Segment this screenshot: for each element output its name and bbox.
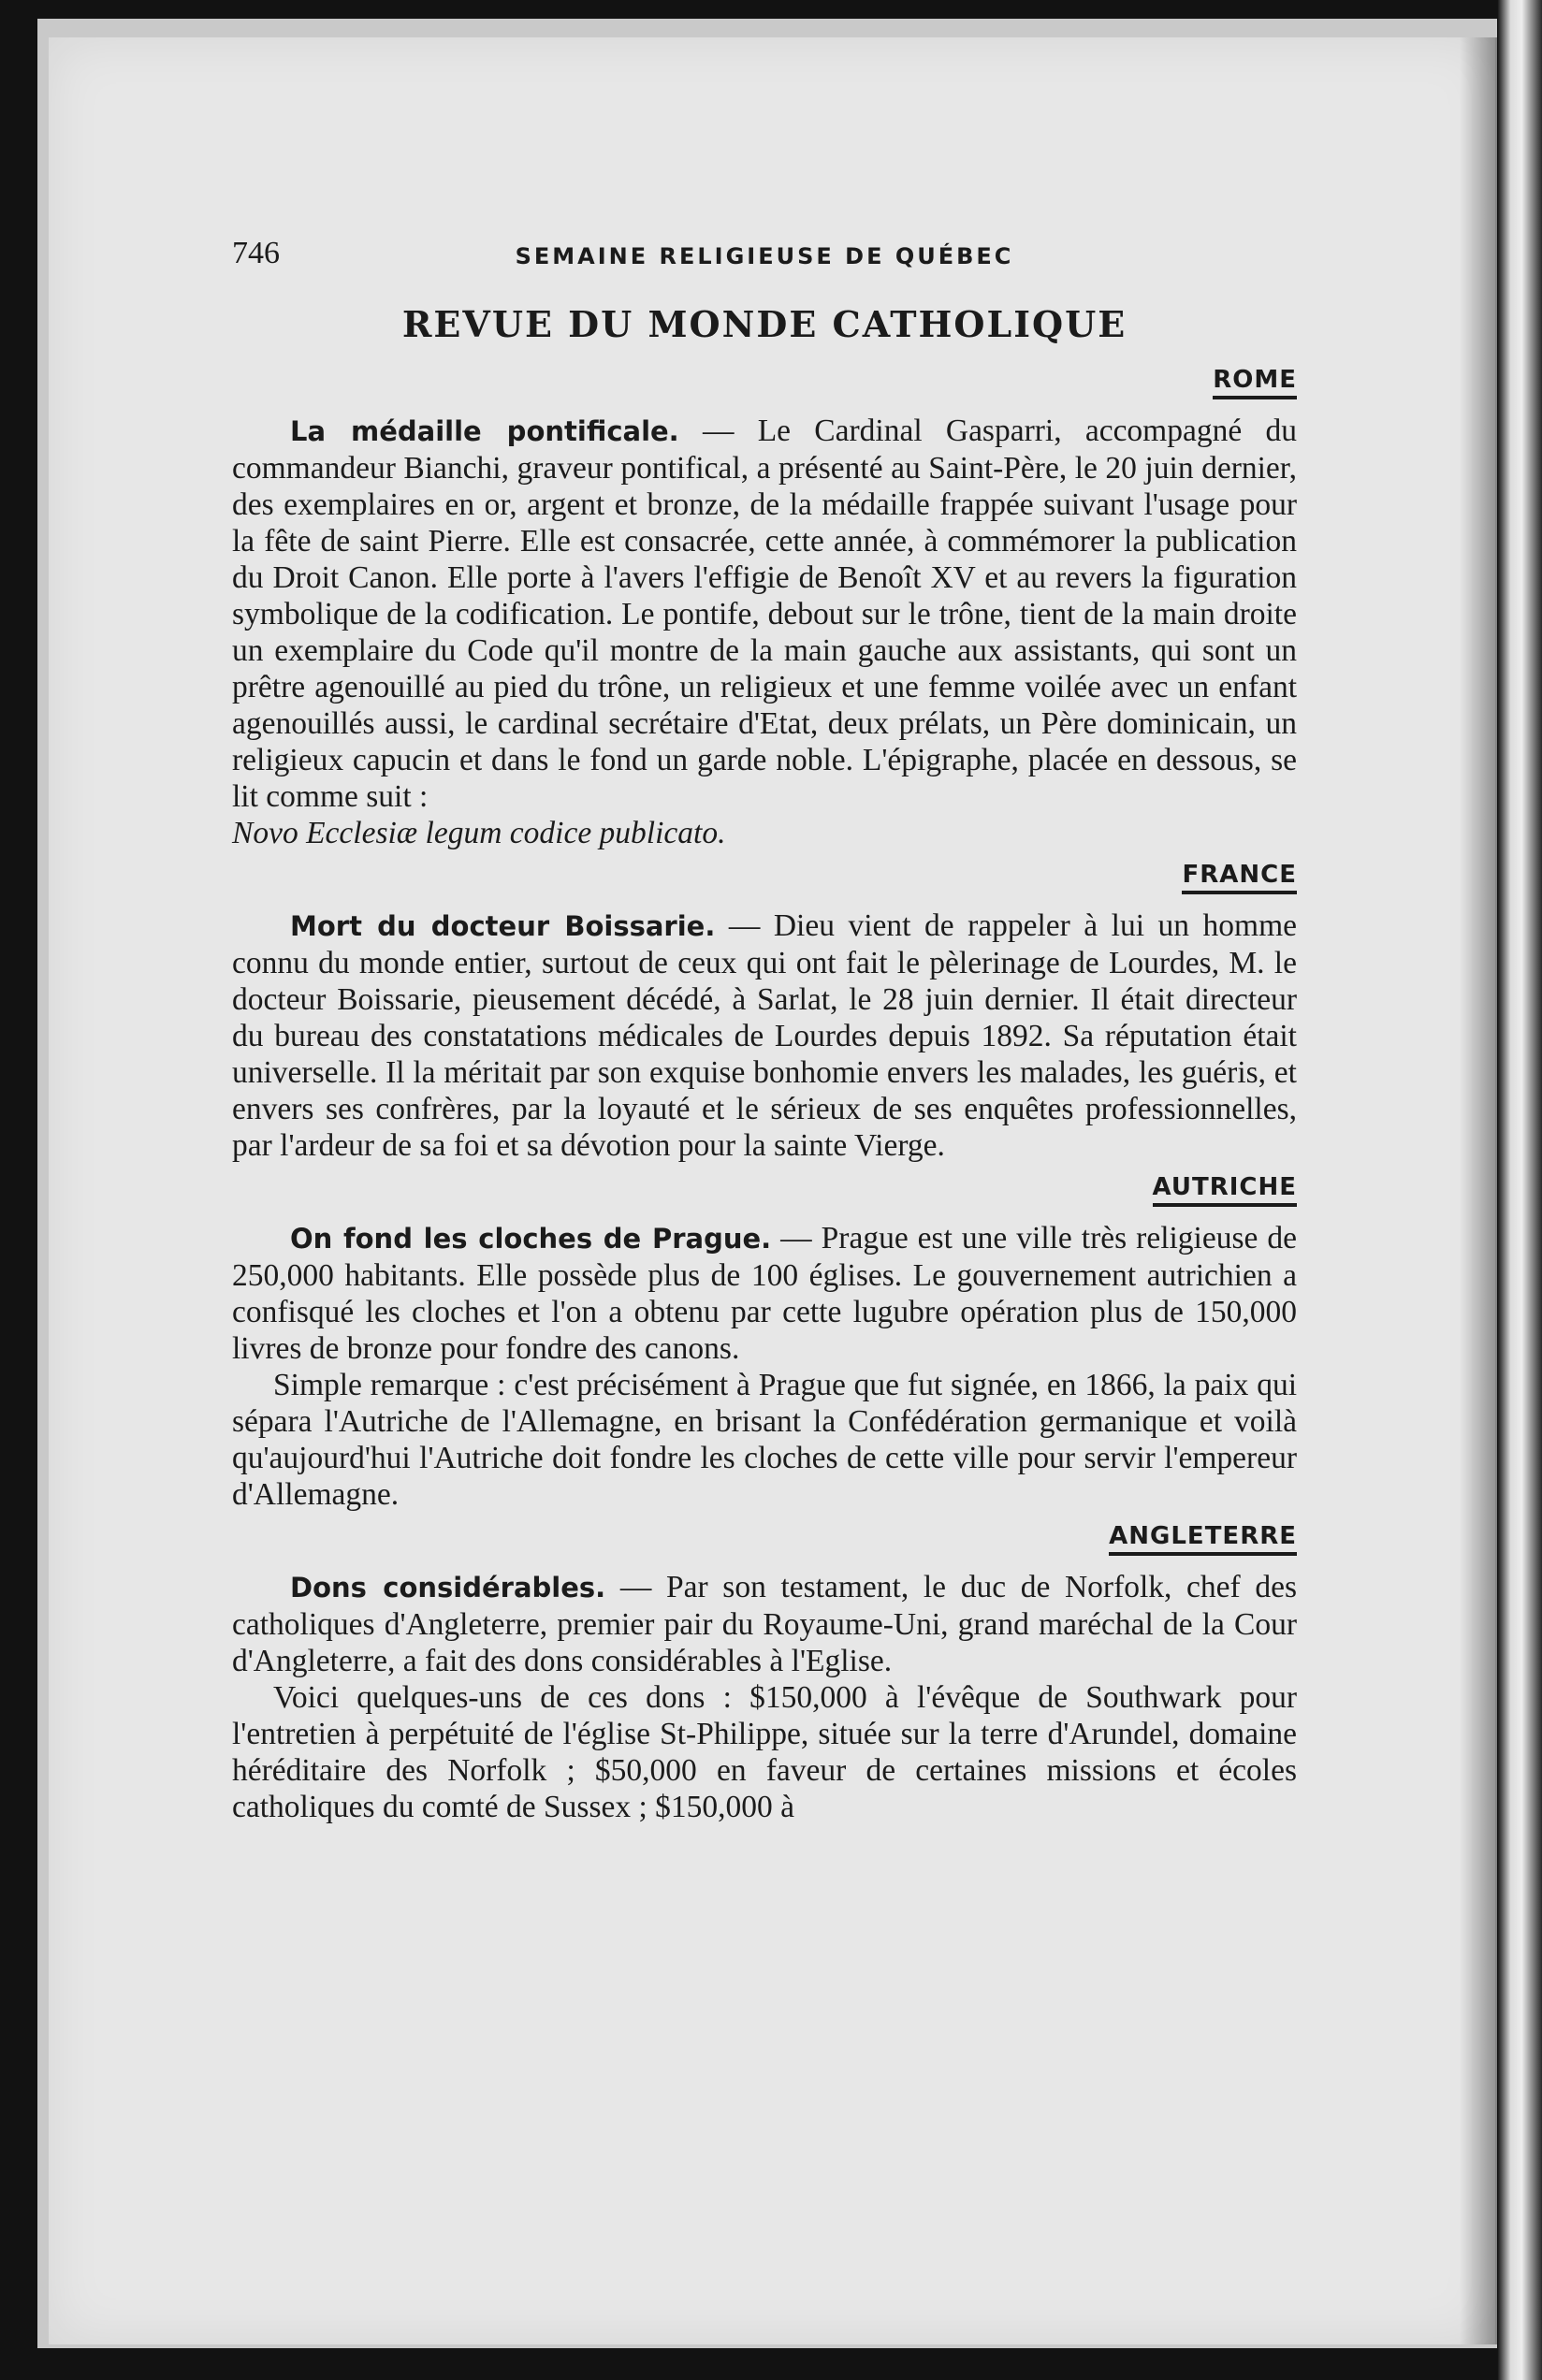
country-label: AUTRICHE [1153, 1173, 1297, 1207]
country-label: ROME [1213, 366, 1297, 399]
country-heading [232, 366, 1297, 399]
article-text: — Dieu vient de rappeler à lui un homme connu du monde entier, surtout de ceux qui ont fait le pèlerinage de Lourdes, M. le docteur Boissarie, pieusement décédé, à Sarlat, le 28 juin dernier. Il était directeur du bureau des constatations médicales de Lourdes depuis 1892. Sa réputation était universelle. Il la méritait par son exquise bonhomie envers les malades, les guéris, et envers ses confrères, par la loyauté et le sérieux de ses enquêtes professionnelles, par l'ardeur de sa foi et sa dévotion pour la sainte Vierge. [232, 908, 1298, 1163]
article-paragraph [232, 1220, 1297, 1367]
latin-inscription [232, 815, 1297, 851]
article-text: — Prague est une ville très religieuse de 250,000 habitants. Elle possède plus de 100 églises. Le gouvernement autrichien a confisqué les cloches et l'on a obtenu par cette lugubre opération plus de 150,000 livres de bronze pour fondre des canons. [232, 1221, 1297, 1366]
article-paragraph [232, 1569, 1297, 1679]
article-text: — Par son testament, le duc de Norfolk, chef des catholiques d'Angleterre, premier pair du Royaume-Uni, grand maréchal de la Cour d'Angleterre, a fait des dons considérables à l'Eglise. [232, 1570, 1298, 1678]
article-headline: Dons considérables. [290, 1572, 606, 1604]
page-content [232, 236, 1297, 1825]
country-heading [232, 1173, 1297, 1207]
country-label: ANGLETERRE [1109, 1522, 1297, 1556]
article-paragraph: Simple remarque : c'est précisément à Prague que fut signée, en 1866, la paix qui sépara l'Autriche de l'Allemagne, en brisant la Confédération germanique et voilà qu'aujourd'hui l'Autriche doit fondre les cloches de cette ville pour servir l'empereur d'Allemagne. [232, 1368, 1297, 1512]
article-headline: La médaille pontificale. [290, 415, 679, 447]
journal-title: SEMAINE RELIGIEUSE DE QUÉBEC [515, 243, 1014, 269]
page-number: 746 [232, 236, 280, 270]
section-title: REVUE DU MONDE CATHOLIQUE [401, 303, 1127, 345]
article-paragraph [232, 413, 1297, 815]
article-rome [232, 366, 1297, 851]
article-paragraph: Voici quelques-uns de ces dons : $150,000 à l'évêque de Southwark pour l'entretien à perpétuité de l'église St-Philippe, située sur la terre d'Arundel, domaine héréditaire des Norfolk ; $50,000 en faveur de certaines missions et écoles catholiques du comté de Sussex ; $150,000 à [232, 1680, 1297, 1824]
gutter-shadow [1460, 37, 1497, 2344]
article-text: — Le Cardinal Gasparri, accompagné du commandeur Bianchi, graveur pontifical, a présenté au Saint-Père, le 20 juin dernier, des exemplaires en or, argent et bronze, de la médaille frappée suivant l'usage pour la fête de saint Pierre. Elle est consacrée, cette année, à commémorer la publication du Droit Canon. Elle porte à l'avers l'effigie de Benoît XV et au revers la figuration symbolique de la codification. Le pontife, debout sur le trône, tient de la main droite un exemplaire du Code qu'il montre de la main gauche aux assistants, qui sont un prêtre agenouillé au pied du trône, un religieux et une femme voilée avec un enfant agenouillés aussi, le cardinal secrétaire d'Etat, deux prélats, un Père dominicain, un religieux capucin et dans le fond un garde noble. L'épigraphe, placée en dessous, se lit comme suit : [232, 414, 1297, 814]
country-heading [232, 861, 1297, 894]
article-france [232, 861, 1297, 1164]
running-head [232, 236, 1297, 286]
article-paragraph [232, 907, 1297, 1164]
article-headline: On fond les cloches de Prague. [290, 1223, 772, 1255]
article-autriche [232, 1173, 1297, 1513]
article-angleterre [232, 1522, 1297, 1825]
adjacent-page-edge [1497, 0, 1542, 2380]
article-headline: Mort du docteur Boissarie. [290, 910, 716, 942]
country-heading [232, 1522, 1297, 1556]
latin-text: Novo Ecclesiæ legum codice publicato. [232, 816, 726, 850]
country-label: FRANCE [1182, 861, 1297, 894]
